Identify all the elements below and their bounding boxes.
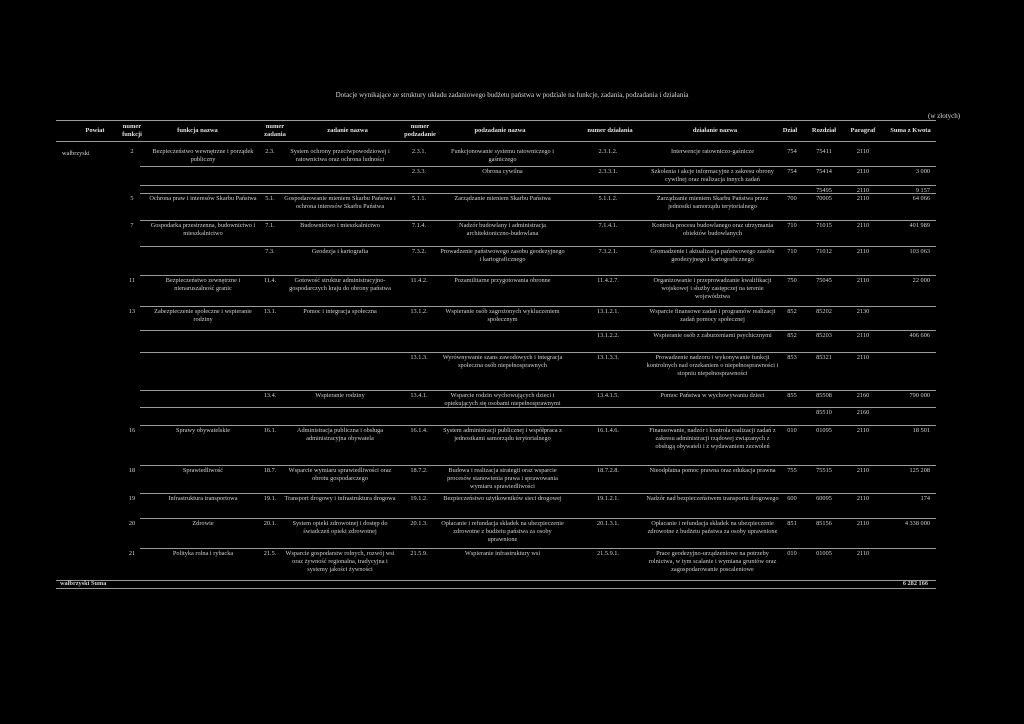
cell-d-name: Gromadzenie i aktualizacja państwowego zasobu geodezyjnego i kartograficznego bbox=[650, 248, 775, 263]
cell-kwota: 103 063 bbox=[909, 248, 930, 255]
cell-f-no: 11 bbox=[128, 277, 136, 284]
header-powiat: Powiat bbox=[85, 127, 105, 134]
cell-d-name: Nadzór nad bezpieczeństwem transportu drogowego bbox=[646, 495, 779, 502]
cell-dzial: 853 bbox=[787, 354, 797, 361]
cell-p-no: 13.1.2. bbox=[410, 308, 428, 315]
cell-p-name: Zarządzanie mieniem Skarbu Państwa bbox=[454, 195, 551, 202]
cell-kwota: 9 157 bbox=[915, 187, 930, 194]
row-divider bbox=[140, 220, 936, 221]
cell-d-no: 21.5.9.1. bbox=[596, 550, 620, 557]
cell-dzial: 851 bbox=[787, 520, 797, 527]
header-funkcja: funkcja nazwa bbox=[177, 127, 218, 134]
header-zadanie: zadanie nazwa bbox=[327, 127, 368, 134]
cell-d-name: Opłacanie i refundacja składek na ubezpieczenie zdrowotne z budżetu państwa za osoby uprawnione bbox=[647, 520, 778, 535]
cell-paragraf: 2130 bbox=[856, 308, 870, 315]
cell-p-name: Budowa i realizacja strategii oraz wsparcie procesów stanowienia prawa i sprawowania wymiaru sprawiedliwości bbox=[447, 467, 558, 490]
cell-p-name: Funkcjonowanie systemu ratowniczego i gaśniczego bbox=[450, 148, 554, 163]
cell-dzial: 754 bbox=[787, 168, 797, 175]
total-label: wałbrzyski Suma bbox=[60, 580, 107, 587]
cell-z-no: 18.7. bbox=[263, 467, 277, 474]
cell-kwota: 401 989 bbox=[909, 222, 930, 229]
cell-dzial: 855 bbox=[787, 392, 797, 399]
cell-rozdzial: 85156 bbox=[816, 520, 832, 527]
cell-p-no: 5.1.1. bbox=[411, 195, 427, 202]
row-divider bbox=[140, 465, 936, 466]
cell-p-no: 18.7.2. bbox=[410, 467, 428, 474]
cell-p-name: Wyrównywanie szans zawodowych i integracja społeczna osób niepełnosprawnych bbox=[442, 354, 563, 369]
cell-z-no: 11.4. bbox=[263, 277, 277, 284]
cell-p-name: Bezpieczeństwo użytkowników sieci drogowej bbox=[443, 495, 562, 502]
cell-dzial: 852 bbox=[787, 308, 797, 315]
cell-dzial: 700 bbox=[787, 195, 797, 202]
cell-z-name: Geodezja i kartografia bbox=[311, 248, 369, 255]
cell-f-name: Ochrona praw i interesów Skarbu Państwa bbox=[149, 195, 257, 202]
cell-d-name: Szkolenia i akcje informacyjne z zakresu obrony cywilnej oraz realizacja innych zadań bbox=[651, 168, 774, 183]
cell-rozdzial: 75414 bbox=[816, 168, 832, 175]
cell-d-name: Wsparcie finansowe zadań i programów realizacji zadań pomocy społecznej bbox=[649, 308, 776, 323]
cell-d-no: 13.1.3.3. bbox=[596, 354, 620, 361]
cell-p-name: Prowadzenie państwowego zasobu geodezyjnego i kartograficznego bbox=[440, 248, 565, 263]
cell-paragraf: 2160 bbox=[856, 392, 870, 399]
cell-f-name: Gospodarka przestrzenna, budownictwo i mieszkalnictwo bbox=[150, 222, 256, 237]
cell-dzial: 754 bbox=[787, 148, 797, 155]
cell-kwota: 3 000 bbox=[915, 168, 930, 175]
cell-p-name: Wsparcie rodzin wychowujących dzieci i opiekujących się osobami niepełnosprawnymi bbox=[444, 392, 561, 407]
cell-f-no: 19 bbox=[128, 495, 136, 502]
cell-p-name: System administracji publicznej i współpraca z jednostkami samorządu terytorialnego bbox=[443, 427, 562, 442]
cell-z-name: Gospodarowanie mieniem Skarbu Państwa i ochrona interesów Skarbu Państwa bbox=[284, 195, 396, 210]
cell-kwota: 18 501 bbox=[912, 427, 930, 434]
header-suma: Suma z Kwota bbox=[890, 127, 931, 134]
cell-p-no: 21.5.9. bbox=[410, 550, 428, 557]
cell-d-name: Nieodpłatna pomoc prawna oraz edukacja prawna bbox=[649, 467, 776, 474]
cell-paragraf: 2110 bbox=[856, 354, 870, 361]
row-divider bbox=[140, 275, 936, 276]
cell-f-no: 18 bbox=[128, 467, 136, 474]
cell-p-name: Wspieranie osób zagrożonych wykluczeniem społecznym bbox=[445, 308, 560, 323]
cell-p-name: Nadzór budowlany i administracja architektoniczno-budowlana bbox=[459, 222, 546, 237]
cell-d-name: Interwencje ratowniczo-gaśnicze bbox=[670, 148, 755, 155]
cell-d-name: Kontrola procesu budowlanego oraz utrzymania obiektów budowlanych bbox=[651, 222, 774, 237]
cell-f-name: Bezpieczeństwo zewnętrzne i nienaruszalność granic bbox=[165, 277, 241, 292]
cell-rozdzial: 85510 bbox=[816, 409, 832, 416]
cell-paragraf: 2110 bbox=[856, 520, 870, 527]
cell-z-no: 20.1. bbox=[263, 520, 277, 527]
cell-d-no: 2.3.3.1. bbox=[598, 168, 618, 175]
cell-d-name: Prace geodezyjno-urządzeniowe na potrzeby rolnictwa, w tym scalanie i wymiana gruntów oraz zagospodarowanie poscaleniowe bbox=[648, 550, 777, 573]
cell-paragraf: 2110 bbox=[856, 248, 870, 255]
row-divider bbox=[140, 306, 936, 307]
cell-kwota: 790 000 bbox=[909, 392, 930, 399]
cell-paragraf: 2160 bbox=[856, 409, 870, 416]
cell-rozdzial: 85321 bbox=[816, 354, 832, 361]
row-divider bbox=[140, 166, 936, 167]
header-numer-funkcji: numer funkcji bbox=[122, 123, 142, 138]
cell-d-no: 11.4.2.7. bbox=[597, 277, 619, 284]
cell-rozdzial: 01005 bbox=[816, 550, 832, 557]
cell-f-name: Sprawy obywatelskie bbox=[175, 427, 231, 434]
cell-p-name: Obrona cywilna bbox=[482, 168, 523, 175]
cell-z-no: 7.1. bbox=[265, 222, 275, 229]
header-rozdzial: Rozdział bbox=[811, 127, 837, 134]
row-divider bbox=[140, 185, 936, 186]
row-divider bbox=[140, 548, 936, 549]
cell-rozdzial: 01095 bbox=[816, 427, 832, 434]
cell-paragraf: 2110 bbox=[856, 222, 870, 229]
cell-f-no: 5 bbox=[130, 195, 134, 202]
cell-z-name: System opieki zdrowotnej i dostęp do świadczeń opieki zdrowotnej bbox=[292, 520, 388, 535]
header-paragraf: Paragraf bbox=[850, 127, 876, 134]
cell-rozdzial: 85508 bbox=[816, 392, 832, 399]
cell-d-no: 20.1.3.1. bbox=[596, 520, 620, 527]
cell-d-name: Prowadzenie nadzoru i wykonywanie funkcji kontrolnych nad orzekaniem o niepełnosprawności i stopniu niepełnosprawności bbox=[646, 354, 779, 377]
unit-label: (w złotych) bbox=[928, 112, 961, 120]
cell-z-name: System ochrony przeciwpowodziowej i ratownictwa oraz ochrona ludności bbox=[290, 148, 390, 163]
header-dzial: Dział bbox=[782, 127, 798, 134]
cell-f-no: 13 bbox=[128, 308, 136, 315]
cell-paragraf: 2110 bbox=[856, 195, 870, 202]
cell-kwota: 174 bbox=[920, 495, 930, 502]
cell-z-no: 5.1. bbox=[265, 195, 275, 202]
cell-f-name: Polityka rolna i rybacka bbox=[172, 550, 234, 557]
row-divider bbox=[140, 330, 936, 331]
cell-d-no: 5.1.1.2. bbox=[598, 195, 618, 202]
cell-p-no: 11.4.2. bbox=[410, 277, 428, 284]
cell-z-name: Wsparcie gospodarstw rolnych, rozwój wsi oraz żywność regionalna, tradycyjna i systemy jakości żywności bbox=[285, 550, 395, 573]
cell-d-name: Finansowanie, nadzór i kontrola realizacji zadań z zakresu administracji rządowej związanych z obsługą obywateli i z wydawaniem zezwoleń bbox=[649, 427, 776, 450]
cell-paragraf: 2110 bbox=[856, 467, 870, 474]
cell-p-name: Pozamilitarne przygotowania obronne bbox=[454, 277, 551, 284]
cell-f-name: Zabezpieczenie społeczne i wspieranie rodziny bbox=[154, 308, 252, 323]
cell-f-no: 16 bbox=[128, 427, 136, 434]
cell-p-no: 7.3.2. bbox=[411, 248, 427, 255]
cell-rozdzial: 71012 bbox=[816, 248, 832, 255]
cell-d-name: Organizowanie i przeprowadzanie kwalifikacji wojskowej i służby zastępczej na terenie województwa bbox=[653, 277, 772, 300]
cell-z-no: 13.4. bbox=[263, 392, 277, 399]
cell-dzial: 600 bbox=[787, 495, 797, 502]
cell-rozdzial: 75045 bbox=[816, 277, 832, 284]
cell-z-name: Pomoc i integracja społeczna bbox=[303, 308, 377, 315]
cell-paragraf: 2110 bbox=[856, 332, 870, 339]
cell-d-no: 18.7.2.8. bbox=[596, 467, 620, 474]
cell-f-no: 21 bbox=[128, 550, 136, 557]
cell-z-no: 7.3. bbox=[265, 248, 275, 255]
cell-paragraf: 2110 bbox=[856, 148, 870, 155]
cell-p-no: 13.1.3. bbox=[410, 354, 428, 361]
cell-kwota: 406 606 bbox=[909, 332, 930, 339]
cell-p-name: Wspieranie infrastruktury wsi bbox=[464, 550, 541, 557]
powiat-name: wałbrzyski bbox=[62, 150, 90, 157]
cell-d-no: 7.1.4.1. bbox=[598, 222, 618, 229]
header-dzialanie: działanie nazwa bbox=[692, 127, 738, 134]
total-amount: 6 282 166 bbox=[902, 580, 928, 587]
cell-f-name: Infrastruktura transportowa bbox=[168, 495, 238, 502]
cell-p-name: Opłacanie i refundacja składek na ubezpieczenie zdrowotne z budżetu państwa za osoby uprawnione bbox=[441, 520, 564, 543]
cell-z-no: 16.1. bbox=[263, 427, 277, 434]
cell-kwota: 125 208 bbox=[909, 467, 930, 474]
cell-dzial: 010 bbox=[787, 427, 797, 434]
cell-z-name: Wspieranie rodziny bbox=[315, 392, 365, 399]
cell-f-no: 20 bbox=[128, 520, 136, 527]
page-title: Dotacje wynikające ze struktury układu zadaniowego budżetu państwa w podziale na funkcje, zadania, podzadania i działania bbox=[335, 91, 689, 99]
cell-paragraf: 2110 bbox=[856, 168, 870, 175]
cell-p-no: 19.1.2. bbox=[410, 495, 428, 502]
cell-d-name: Pomoc Państwa w wychowywaniu dzieci bbox=[660, 392, 765, 399]
cell-rozdzial: 85203 bbox=[816, 332, 832, 339]
cell-f-name: Sprawiedliwość bbox=[182, 467, 224, 474]
cell-kwota: 64 066 bbox=[912, 195, 930, 202]
cell-z-no: 13.1. bbox=[263, 308, 277, 315]
row-divider bbox=[140, 518, 936, 519]
header-numer-zadania: numer zadania bbox=[264, 123, 286, 138]
cell-z-name: Wsparcie wymiaru sprawiedliwości oraz obrotu gospodarczego bbox=[288, 467, 392, 482]
cell-p-no: 20.1.3. bbox=[410, 520, 428, 527]
cell-d-no: 16.1.4.6. bbox=[596, 427, 620, 434]
cell-rozdzial: 71015 bbox=[816, 222, 832, 229]
row-divider bbox=[140, 493, 936, 494]
cell-d-no: 19.1.2.1. bbox=[596, 495, 620, 502]
cell-d-no: 13.1.2.1. bbox=[596, 308, 620, 315]
cell-f-no: 7 bbox=[130, 222, 134, 229]
cell-d-no: 2.3.1.2. bbox=[598, 148, 618, 155]
cell-rozdzial: 75515 bbox=[816, 467, 832, 474]
cell-p-no: 16.1.4. bbox=[410, 427, 428, 434]
cell-p-no: 2.3.3. bbox=[411, 168, 427, 175]
cell-dzial: 852 bbox=[787, 332, 797, 339]
cell-rozdzial: 75495 bbox=[816, 187, 832, 194]
cell-dzial: 710 bbox=[787, 222, 797, 229]
cell-d-name: Wspieranie osób z zaburzeniami psychicznymi bbox=[653, 332, 772, 339]
cell-f-no: 2 bbox=[130, 148, 134, 155]
cell-rozdzial: 60095 bbox=[816, 495, 832, 502]
cell-paragraf: 2110 bbox=[856, 550, 870, 557]
cell-rozdzial: 75411 bbox=[816, 148, 832, 155]
cell-kwota: 4 338 000 bbox=[904, 520, 930, 527]
cell-dzial: 710 bbox=[787, 248, 797, 255]
cell-p-no: 13.4.1. bbox=[410, 392, 428, 399]
row-divider bbox=[140, 246, 936, 247]
cell-dzial: 010 bbox=[787, 550, 797, 557]
cell-f-name: Zdrowie bbox=[192, 520, 214, 527]
cell-paragraf: 2110 bbox=[856, 427, 870, 434]
cell-paragraf: 2110 bbox=[856, 187, 870, 194]
cell-dzial: 755 bbox=[787, 467, 797, 474]
cell-paragraf: 2110 bbox=[856, 495, 870, 502]
cell-kwota: 22 000 bbox=[912, 277, 930, 284]
row-divider bbox=[140, 425, 936, 426]
cell-z-name: Transport drogowy i infrastruktura drogowa bbox=[284, 495, 396, 502]
row-divider bbox=[140, 352, 936, 353]
cell-rozdzial: 85202 bbox=[816, 308, 832, 315]
cell-d-name: Zarządzanie mieniem Skarbu Państwa przez jednostki samorządu terytorialnego bbox=[656, 195, 769, 210]
header-podzadanie: podzadanie nazwa bbox=[474, 127, 526, 134]
cell-z-no: 2.3. bbox=[265, 148, 275, 155]
cell-dzial: 750 bbox=[787, 277, 797, 284]
cell-f-name: Bezpieczeństwo wewnętrzne i porządek publiczny bbox=[152, 148, 254, 163]
cell-z-name: Budownictwo i mieszkalnictwo bbox=[300, 222, 380, 229]
header-numer-dzialania: numer działania bbox=[587, 127, 633, 134]
cell-d-no: 13.1.2.2. bbox=[596, 332, 620, 339]
cell-p-no: 7.1.4. bbox=[411, 222, 427, 229]
cell-z-no: 19.1. bbox=[263, 495, 277, 502]
cell-z-name: Administracja publiczna i obsługa administracyjna obywatela bbox=[296, 427, 384, 442]
cell-d-no: 13.4.1.5. bbox=[596, 392, 620, 399]
header-numer-podzadania: numer podzadanie bbox=[404, 123, 436, 138]
cell-z-name: Gotowość struktur administracyjno-gospodarczych kraju do obrony państwa bbox=[289, 277, 391, 292]
cell-z-no: 21.5. bbox=[263, 550, 277, 557]
cell-d-no: 7.3.2.1. bbox=[598, 248, 618, 255]
row-divider bbox=[140, 390, 936, 391]
cell-rozdzial: 70005 bbox=[816, 195, 832, 202]
cell-p-no: 2.3.1. bbox=[411, 148, 427, 155]
cell-paragraf: 2110 bbox=[856, 277, 870, 284]
